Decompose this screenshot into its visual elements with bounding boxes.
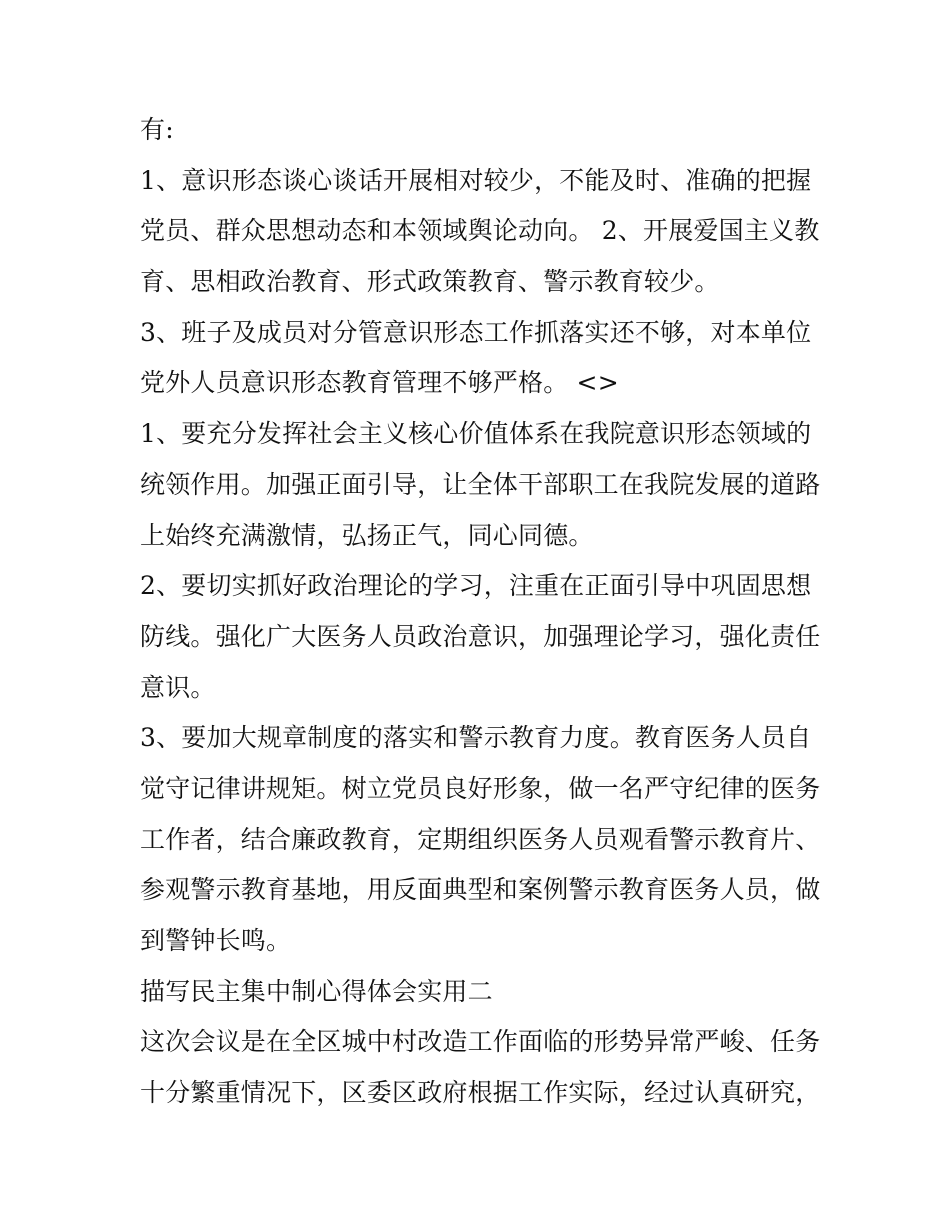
section-heading: 描写民主集中制心得体会实用二: [140, 976, 493, 1006]
text-line: 党员、群众思想动态和本领域舆论动向。 2、开展爱国主义教: [140, 216, 820, 246]
text-line: 到警钟长鸣。: [140, 926, 292, 955]
text-line: 觉守记律讲规矩。树立党员良好形象，做一名严守纪律的医务: [140, 773, 821, 803]
text-line: 上始终充满激情，弘扬正气，同心同德。: [140, 520, 594, 550]
text-line: 3、班子及成员对分管意识形态工作抓落实还不够，对本单位: [140, 317, 812, 347]
text-line: 防线。强化广大医务人员政治意识，加强理论学习，强化责任: [140, 621, 821, 651]
text-line: 3、要加大规章制度的落实和警示教育力度。教育医务人员自: [140, 723, 812, 753]
text-line: 1、意识形态谈心谈话开展相对较少，不能及时、准确的把握: [140, 165, 812, 195]
document-body: [140, 105, 830, 1119]
text-line: 十分繁重情况下，区委区政府根据工作实际，经过认真研究，: [140, 1078, 821, 1108]
text-line: 1、要充分发挥社会主义核心价值体系在我院意识形态领域的: [140, 419, 812, 449]
text-line: 有:: [140, 115, 174, 144]
text-line: 参观警示教育基地，用反面典型和案例警示教育医务人员，做: [140, 875, 821, 905]
text-line: 工作者，结合廉政教育，定期组织医务人员观看警示教育片、: [140, 824, 821, 854]
text-line: 这次会议是在全区城中村改造工作面临的形势异常严峻、任务: [140, 1027, 821, 1057]
text-line: 育、思相政治教育、形式政策教育、警示教育较少。: [140, 267, 720, 297]
text-line: 统领作用。加强正面引导，让全体干部职工在我院发展的道路: [140, 469, 821, 499]
text-line: 党外人员意识形态教育管理不够严格。 <>: [140, 368, 619, 398]
text-line: 2、要切实抓好政治理论的学习，注重在正面引导中巩固思想: [140, 571, 812, 601]
text-line: 意识。: [140, 672, 216, 702]
